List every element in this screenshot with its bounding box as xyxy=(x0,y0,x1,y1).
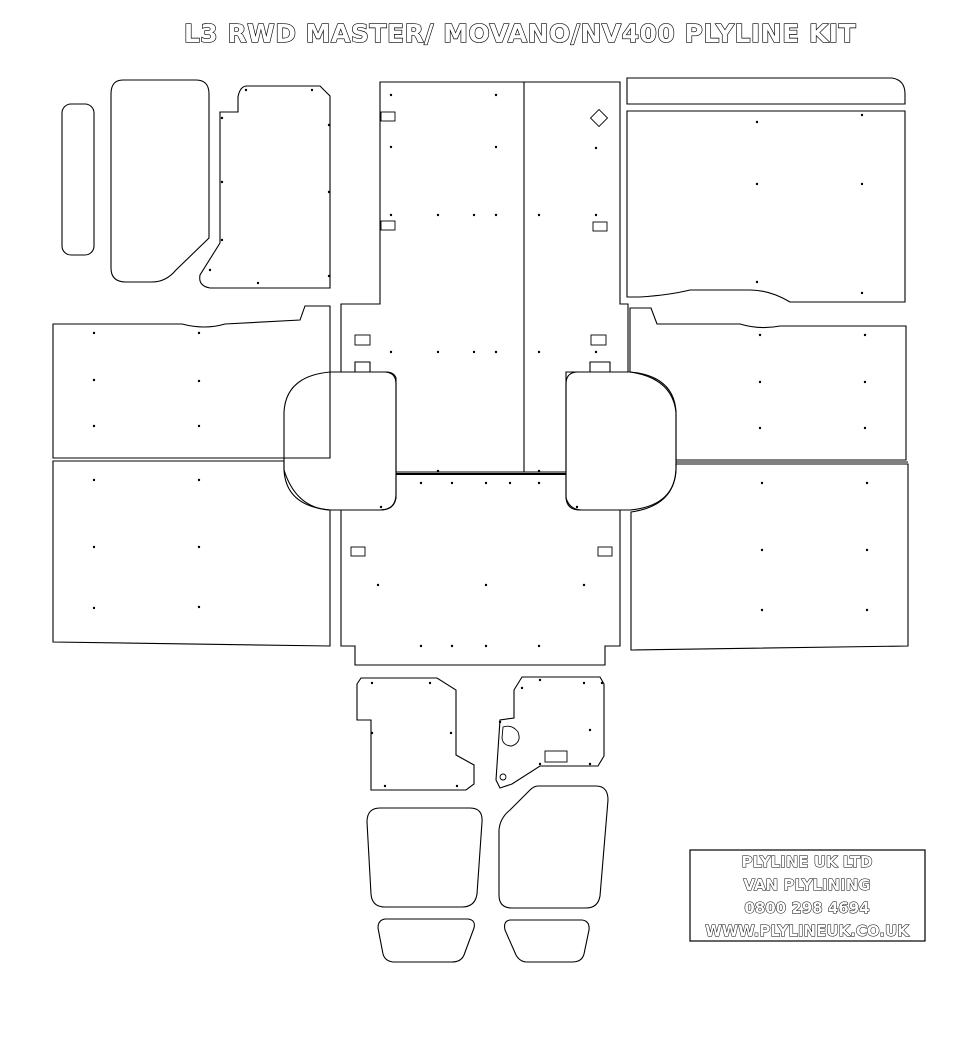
rear-door-upper-holes xyxy=(209,89,330,284)
rear-door-right-panel xyxy=(496,677,604,788)
right-wall-fixings xyxy=(759,334,868,611)
cab-panel-right xyxy=(499,786,608,908)
left-wall-upper-panel xyxy=(53,306,330,458)
phone-number: 0800 298 4694 xyxy=(744,899,870,917)
floor-main-panel xyxy=(341,82,628,472)
rear-door-left-panel xyxy=(357,678,474,790)
small-trim-left xyxy=(378,919,474,962)
floor-rear-panel xyxy=(341,474,620,665)
wheel-arch-right-panel xyxy=(566,372,676,510)
left-wall-fixings xyxy=(93,332,200,609)
cab-panel-left xyxy=(367,808,482,907)
rear-door-upper-panel xyxy=(200,86,330,288)
floor-rear-fixings xyxy=(351,482,612,647)
small-trim-right xyxy=(505,920,590,962)
website-link: WWW.PLYLINEUK.CO.UK xyxy=(705,922,909,940)
floor-main-fixings xyxy=(355,94,607,472)
right-wall-upper-panel xyxy=(630,308,906,460)
tall-side-panel xyxy=(111,80,209,282)
right-wall-top-panel xyxy=(627,111,905,302)
company-info-box xyxy=(690,850,925,941)
narrow-strip-panel xyxy=(62,104,94,255)
service-label: VAN PLYLINING xyxy=(743,876,871,894)
wheel-arch-left-panel xyxy=(284,372,396,510)
company-name: PLYLINE UK LTD xyxy=(741,853,873,871)
diagram-title: L3 RWD MASTER/ MOVANO/NV400 PLYLINE KIT xyxy=(183,19,857,48)
rear-door-left-fixings xyxy=(371,682,458,787)
right-roof-strip-panel xyxy=(627,78,905,104)
right-wall-top-fixings xyxy=(756,114,863,294)
right-wall-lower-panel xyxy=(631,464,908,650)
